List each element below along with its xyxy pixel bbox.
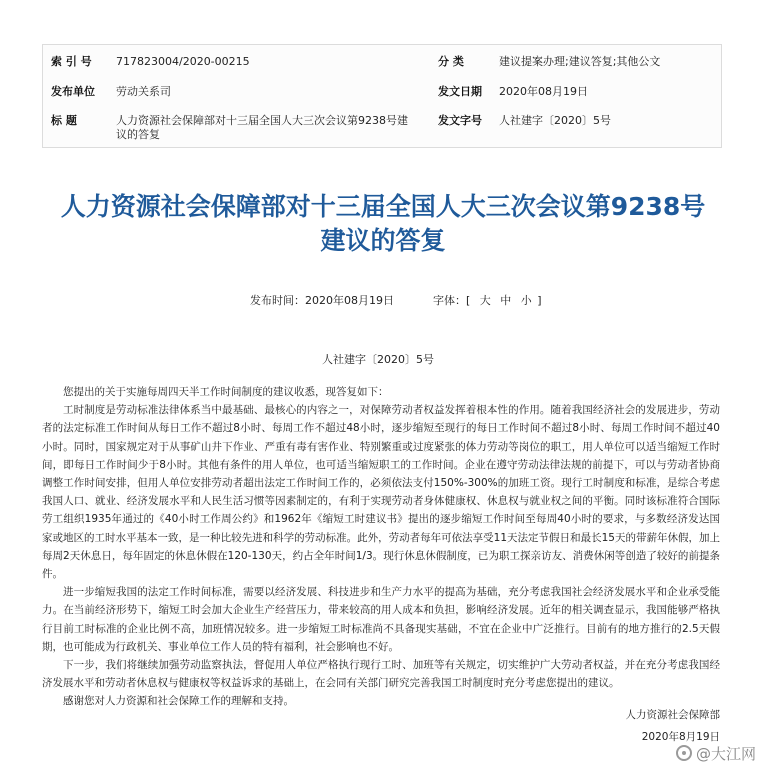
paragraph: 您提出的关于实施每周四天半工作时间制度的建议收悉，现答复如下： (63, 386, 389, 398)
paragraph: 工时制度是劳动标准法律体系当中最基础、最核心的内容之一，对保障劳动者权益发挥着根本性的作用。随着我国经济社会的发展进步，劳动者的法定标准工作时间从每日工作不超过8小时、每周工作不超过48小时，逐步缩短至现行的每日工作时间不超过8小时、每周工作时间不超过40小时。同时，国家规定对于从事矿山井下作业、严重有毒有害作业、特别繁重或过度紧张的体力劳动等岗位的职工，用人单位可以适当缩短工作时间，即每日工作时间少于8小时。其他有条件的用人单位，也可适当缩短职工的工作时间。企业在遵守劳动法律法规的前提下，可以与劳动者协商调整工作时间安排，但用人单位安排劳动者超出法定工作时间工作的，必须依法支付150%-300%的加班工资。现行工时制度和标准，是综合考虑我国人口、就业、经济发展水平和人民生活习惯等因素制定的，有利于实现劳动者身体健康权、休息权与就业权之间的平衡。同时该标准符合国际劳工组织1935年通过的《40小时工作周公约》和1962年《缩短工时建议书》提出的逐步缩短工作时间至每周40小时的要求，与多数经济发达国家或地区的工时水平基本一致，是一种比较先进和科学的劳动标准。此外，劳动者每年可依法享受11天法定节假日和最长15天的带薪年休假，加上每周2天休息日，每年固定的休息休假在120-130天，约占全年时间1/3。现行休息休假制度，已为职工探亲访友、消费休闲等创造了较好的前提条件。 (42, 404, 720, 581)
issue-date-value: 2020年08月19日 (499, 85, 588, 98)
paragraph: 感谢您对人力资源和社会保障工作的理解和支持。 (63, 695, 294, 708)
category-label: 分 类 (438, 55, 464, 68)
watermark (676, 743, 756, 764)
signature-date: 2020年8月19日 (641, 731, 720, 743)
signature-org: 人力资源社会保障部 (625, 709, 720, 721)
watermark-logo-icon (676, 745, 692, 761)
watermark-text: @大江网 (695, 745, 756, 763)
index-value: 717823004/2020-00215 (116, 55, 250, 68)
index-label: 索 引 号 (51, 55, 92, 68)
document-body (42, 383, 720, 711)
font-large-link[interactable]: 大 (479, 294, 491, 307)
publish-info (250, 292, 544, 308)
document-title-line-2: 建议的答复 (320, 226, 446, 255)
subject-label: 标 题 (51, 114, 77, 127)
document-metadata-table (42, 44, 722, 148)
issuer-label: 发布单位 (51, 85, 95, 98)
issue-date-label: 发文日期 (438, 85, 482, 98)
issuer-value: 劳动关系司 (116, 85, 171, 98)
document-title (40, 190, 726, 258)
paragraph: 进一步缩短我国的法定工作时间标准，需要以经济发展、科技进步和生产力水平的提高为基础，充分考虑我国社会经济发展水平和企业承受能力。在当前经济形势下，缩短工时会加大企业生产经营压力，带来较高的用人成本和负担，影响经济发展。近年的相关调查显示，我国能够严格执行目前工时标准的企业比例不高，加班情况较多。进一步缩短工时标准尚不具备现实基础，不宜在企业中广泛推行。目前有的地方推行的2.5天假期，也可能成为行政机关、事业单位工作人员的特有福利，社会影响也不好。 (42, 586, 720, 653)
font-medium-link[interactable]: 中 (500, 294, 512, 307)
subject-value: 人力资源社会保障部对十三届全国人大三次会议第9238号建议的答复 (116, 114, 408, 141)
category-value: 建议提案办理;建议答复;其他公文 (499, 55, 661, 68)
font-size-label: 字体：[ (433, 294, 471, 307)
paragraph: 下一步，我们将继续加强劳动监察执法，督促用人单位严格执行现行工时、加班等有关规定，切实维护广大劳动者权益，并在充分考虑我国经济发展水平和劳动者休息权与健康权等权益诉求的基础上，在会同有关部门研究完善我国工时制度时充分考虑您提出的建议。 (42, 659, 720, 690)
doc-no-value: 人社建字〔2020〕5号 (499, 114, 611, 127)
doc-no-label: 发文字号 (438, 114, 482, 127)
font-small-link[interactable]: 小 (520, 294, 532, 307)
document-number: 人社建字〔2020〕5号 (322, 353, 434, 366)
document-title-line-1: 人力资源社会保障部对十三届全国人大三次会议第9238号 (60, 192, 706, 221)
publish-time: 发布时间：2020年08月19日 (250, 294, 394, 307)
font-size-close: ] (537, 294, 542, 307)
